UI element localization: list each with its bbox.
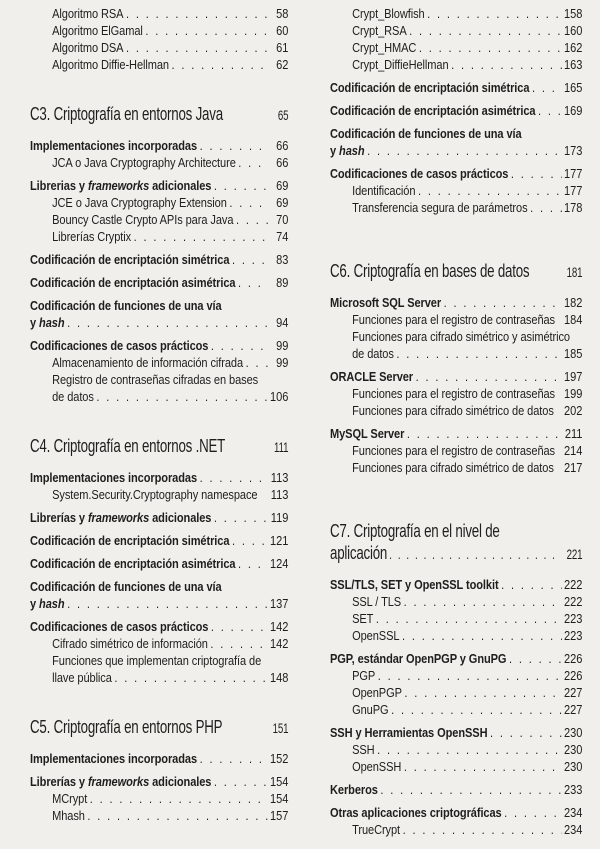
toc-entry — [330, 576, 582, 593]
page-number: 99 — [276, 355, 289, 370]
page-number: 154 — [269, 791, 289, 806]
entry-label: Codificación de encriptación asimétrica — [30, 556, 236, 571]
page-number: 142 — [269, 636, 289, 651]
dot-leader — [413, 368, 562, 385]
page-number: 184 — [564, 312, 583, 327]
toc-entry — [330, 627, 582, 644]
entry-label: Funciones para el registro de contraseñas — [352, 386, 556, 401]
toc-entry — [30, 750, 288, 767]
dot-leader — [197, 469, 268, 486]
toc-entry — [330, 22, 582, 39]
page-number: 230 — [564, 725, 583, 740]
toc-entry — [330, 593, 582, 610]
toc-entry — [30, 5, 288, 22]
dot-leader — [131, 228, 268, 245]
page-number: 222 — [564, 577, 583, 592]
toc-entry — [30, 790, 288, 807]
entry-label: MCrypt — [52, 791, 88, 806]
dot-leader — [65, 595, 268, 612]
toc-entry — [30, 354, 288, 371]
page-number: 65 — [277, 108, 289, 123]
page-number: 119 — [270, 510, 289, 525]
page-number: 230 — [564, 759, 583, 774]
page-number: 148 — [269, 670, 289, 685]
entry-label: SSH y Herramientas OpenSSH — [330, 725, 488, 740]
toc-entry — [30, 509, 288, 526]
page-number: 58 — [276, 6, 289, 21]
page-number: 173 — [564, 143, 583, 158]
dot-leader — [487, 724, 562, 741]
toc-entry — [30, 469, 288, 486]
toc-entry — [30, 555, 288, 572]
page-number: 124 — [269, 556, 289, 571]
entry-label: Funciones para el registro de contraseñas — [352, 443, 556, 458]
toc-entry — [330, 442, 582, 459]
dot-leader — [375, 741, 562, 758]
dot-leader — [211, 509, 268, 526]
dot-leader — [387, 544, 560, 566]
entry-label: PGP — [352, 668, 376, 683]
chapter-title: C5. Criptografía en entornos PHP — [30, 716, 223, 737]
page-number: 74 — [276, 229, 289, 244]
dot-leader — [402, 684, 562, 701]
page-number: 99 — [276, 338, 289, 353]
page-number: 111 — [274, 440, 289, 455]
entry-label: Librerías y frameworks adicionales — [30, 510, 212, 525]
page-number: 137 — [269, 596, 289, 611]
entry-label: SSL / TLS — [352, 594, 402, 609]
dot-leader — [227, 194, 268, 211]
entry-label: y hash — [30, 315, 65, 330]
entry-label: de datos — [52, 389, 94, 404]
chapter-title: C3. Criptografía en entornos Java — [30, 103, 223, 124]
page-number: 151 — [272, 721, 289, 736]
entry-label: Implementaciones incorporadas — [30, 138, 198, 153]
dot-leader — [415, 182, 562, 199]
entry-label: Librerias y frameworks adicionales — [30, 178, 212, 193]
toc-entry — [330, 368, 582, 385]
dot-leader — [235, 274, 268, 291]
entry-label: Kerberos — [330, 782, 378, 797]
page-number: 226 — [564, 668, 583, 683]
page-number: 227 — [564, 685, 583, 700]
entry-label: Codificación de funciones de una vía — [30, 298, 222, 313]
toc-entry — [30, 337, 288, 354]
entry-label: TrueCrypt — [352, 822, 401, 837]
entry-label: MySQL Server — [330, 426, 405, 441]
page-number: 94 — [276, 315, 289, 330]
entry-label: Funciones para cifrado simétrico y asimétrico — [352, 329, 570, 344]
page-number: 169 — [564, 103, 583, 118]
page-number: 113 — [270, 470, 289, 485]
page-number: 182 — [564, 295, 583, 310]
page-number: 89 — [276, 275, 289, 290]
dot-leader — [401, 593, 562, 610]
dot-leader — [236, 154, 268, 171]
entry-label: Bouncy Castle Crypto APIs para Java — [52, 212, 234, 227]
toc-entry — [330, 610, 582, 627]
dot-leader — [197, 137, 268, 154]
entry-label: GnuPG — [352, 702, 389, 717]
page-number: 69 — [276, 178, 289, 193]
toc-chapter — [330, 260, 582, 284]
toc-entry — [30, 274, 288, 291]
toc-entry — [30, 773, 288, 790]
toc-entry — [30, 807, 288, 824]
toc-entry — [30, 39, 288, 56]
toc-entry — [30, 194, 288, 211]
entry-label: OpenPGP — [352, 685, 402, 700]
toc-entry — [330, 402, 582, 419]
entry-label: Identificación — [352, 183, 416, 198]
entry-label: Codificaciones de casos prácticos — [30, 619, 209, 634]
toc-entry — [30, 177, 288, 194]
toc-entry — [330, 39, 582, 56]
dot-leader — [378, 781, 562, 798]
dot-leader — [229, 532, 268, 549]
page-number: 178 — [564, 200, 583, 215]
toc-entry — [330, 724, 582, 741]
dot-leader — [211, 773, 268, 790]
page-number: 61 — [276, 40, 289, 55]
page-number: 121 — [269, 533, 289, 548]
dot-leader — [499, 576, 562, 593]
toc-chapter — [30, 103, 288, 127]
toc-entry — [330, 425, 582, 442]
dot-leader — [208, 337, 268, 354]
toc-entry — [330, 667, 582, 684]
entry-label: Librerías y frameworks adicionales — [30, 774, 212, 789]
entry-label: Cifrado simétrico de información — [52, 636, 208, 651]
page-number: 234 — [564, 822, 583, 837]
page-number: 177 — [564, 166, 583, 181]
toc-entry — [330, 5, 582, 22]
dot-leader — [401, 758, 562, 775]
page-number: 222 — [564, 594, 583, 609]
entry-label: Algoritmo RSA — [52, 6, 124, 21]
page-number: 223 — [564, 628, 583, 643]
toc-entry — [330, 165, 582, 182]
entry-label: SSL/TLS, SET y OpenSSL toolkit — [330, 577, 499, 592]
dot-leader — [449, 56, 563, 73]
entry-label: Crypt_Blowfish — [352, 6, 425, 21]
entry-label: Funciones que implementan criptografía de — [52, 653, 262, 668]
page-number: 160 — [564, 23, 583, 38]
toc-entry — [30, 211, 288, 228]
page-number: 158 — [564, 6, 583, 21]
toc-entry — [330, 459, 582, 476]
page-number: 211 — [564, 426, 583, 441]
page-number: 227 — [564, 702, 583, 717]
dot-leader — [441, 294, 562, 311]
toc-entry — [330, 56, 582, 73]
page-number: 113 — [270, 487, 289, 502]
toc-entry — [330, 650, 582, 667]
toc-chapter — [30, 435, 288, 459]
entry-label: Algoritmo ElGamal — [52, 23, 143, 38]
page-number: 66 — [276, 155, 289, 170]
entry-label: Registro de contraseñas cifradas en bases — [52, 372, 259, 387]
toc-column-right — [330, 5, 582, 838]
entry-label: Almacenamiento de información cifrada — [52, 355, 244, 370]
dot-leader — [404, 425, 562, 442]
dot-leader — [407, 22, 562, 39]
dot-leader — [169, 56, 268, 73]
page-number: 199 — [564, 386, 583, 401]
dot-leader — [235, 555, 268, 572]
toc-column-left — [30, 5, 288, 824]
dot-leader — [123, 5, 268, 22]
dot-leader — [425, 5, 562, 22]
page-number: 162 — [564, 40, 583, 55]
page-number: 221 — [566, 547, 583, 562]
toc-entry — [30, 371, 288, 405]
dot-leader — [208, 635, 268, 652]
chapter-title: C6. Criptografía en bases de datos — [330, 260, 530, 281]
dot-leader — [529, 79, 562, 96]
dot-leader — [87, 790, 268, 807]
toc-entry — [330, 199, 582, 216]
toc-entry — [330, 294, 582, 311]
entry-label: Codificación de encriptación asimétrica — [330, 103, 536, 118]
dot-leader — [416, 39, 562, 56]
dot-leader — [400, 821, 562, 838]
dot-leader — [508, 165, 562, 182]
entry-label: Codificaciones de casos prácticos — [30, 338, 209, 353]
toc-chapter — [330, 520, 582, 566]
entry-label: de datos — [352, 346, 394, 361]
page-number: 142 — [269, 619, 289, 634]
page-number: 83 — [276, 252, 289, 267]
toc-entry — [330, 684, 582, 701]
dot-leader — [528, 199, 563, 216]
entry-label: Funciones para el registro de contraseñas — [352, 312, 556, 327]
page-number: 185 — [564, 346, 583, 361]
toc-entry — [30, 228, 288, 245]
page-number: 154 — [269, 774, 289, 789]
entry-label: Crypt_HMAC — [352, 40, 417, 55]
toc-entry — [30, 22, 288, 39]
dot-leader — [502, 804, 562, 821]
toc-entry — [330, 311, 582, 328]
dot-leader — [535, 102, 562, 119]
dot-leader — [211, 177, 268, 194]
dot-leader — [399, 627, 562, 644]
toc-entry — [330, 328, 582, 362]
page-number: 197 — [564, 369, 583, 384]
chapter-title: C7. Criptografía en el nivel de — [330, 520, 500, 541]
page-number: 62 — [276, 57, 289, 72]
dot-leader — [243, 354, 268, 371]
entry-label: Microsoft SQL Server — [330, 295, 442, 310]
toc-entry — [30, 137, 288, 154]
entry-label: Implementaciones incorporadas — [30, 751, 198, 766]
dot-leader — [229, 251, 268, 268]
entry-label: Codificación de encriptación asimétrica — [30, 275, 236, 290]
entry-label: Codificación de encriptación simétrica — [330, 80, 530, 95]
page-number: 181 — [566, 265, 583, 280]
toc-entry — [30, 56, 288, 73]
page-number: 226 — [564, 651, 583, 666]
dot-leader — [94, 388, 268, 405]
page-number: 214 — [564, 443, 583, 458]
toc-entry — [30, 486, 288, 503]
dot-leader — [112, 669, 268, 686]
dot-leader — [394, 345, 562, 362]
entry-label: Codificación de funciones de una vía — [330, 126, 522, 141]
entry-label: llave pública — [52, 670, 112, 685]
entry-label: JCE o Java Cryptography Extension — [52, 195, 227, 210]
page-number: 60 — [276, 23, 289, 38]
dot-leader — [208, 618, 268, 635]
toc-entry — [30, 297, 288, 331]
entry-label: Codificación de encriptación simétrica — [30, 533, 230, 548]
dot-leader — [65, 314, 268, 331]
toc-entry — [30, 251, 288, 268]
dot-leader — [123, 39, 268, 56]
page-number: 106 — [269, 389, 289, 404]
toc-entry — [330, 182, 582, 199]
entry-label: SET — [352, 611, 374, 626]
toc-entry — [330, 758, 582, 775]
page-number: 230 — [564, 742, 583, 757]
dot-leader — [506, 650, 562, 667]
toc-entry — [30, 635, 288, 652]
entry-label: OpenSSL — [352, 628, 400, 643]
toc-entry — [30, 578, 288, 612]
chapter-title: aplicación — [330, 542, 388, 563]
entry-label: JCA o Java Cryptography Architecture — [52, 155, 236, 170]
page-number: 202 — [564, 403, 583, 418]
page-number: 70 — [276, 212, 289, 227]
entry-label: Funciones para cifrado simétrico de datos — [352, 460, 554, 475]
entry-label: System.Security.Cryptography namespace — [52, 487, 258, 502]
toc-entry — [30, 532, 288, 549]
page-number: 165 — [564, 80, 583, 95]
page-number: 163 — [564, 57, 583, 72]
page-number: 66 — [276, 138, 289, 153]
toc-entry — [330, 102, 582, 119]
entry-label: Mhash — [52, 808, 85, 823]
page-number: 152 — [269, 751, 289, 766]
dot-leader — [389, 701, 563, 718]
entry-label: OpenSSH — [352, 759, 402, 774]
entry-label: ORACLE Server — [330, 369, 414, 384]
toc-entry — [330, 741, 582, 758]
entry-label: y hash — [330, 143, 365, 158]
entry-label: Codificación de encriptación simétrica — [30, 252, 230, 267]
dot-leader — [375, 667, 562, 684]
toc-entry — [30, 618, 288, 635]
toc-entry — [30, 652, 288, 686]
dot-leader — [85, 807, 268, 824]
toc-entry — [330, 781, 582, 798]
toc-entry — [330, 79, 582, 96]
entry-label: Otras aplicaciones criptográficas — [330, 805, 502, 820]
toc-entry — [330, 821, 582, 838]
page-number: 69 — [276, 195, 289, 210]
page-number: 234 — [564, 805, 583, 820]
entry-label: Codificación de funciones de una vía — [30, 579, 222, 594]
dot-leader — [365, 142, 563, 159]
entry-label: Transferencia segura de parámetros — [352, 200, 528, 215]
entry-label: SSH — [352, 742, 375, 757]
entry-label: Funciones para cifrado simétrico de datos — [352, 403, 554, 418]
page-number: 223 — [564, 611, 583, 626]
entry-label: y hash — [30, 596, 65, 611]
dot-leader — [143, 22, 268, 39]
toc-entry — [330, 125, 582, 159]
toc-entry — [30, 154, 288, 171]
toc-entry — [330, 385, 582, 402]
toc-entry — [330, 701, 582, 718]
dot-leader — [197, 750, 268, 767]
toc-entry — [330, 804, 582, 821]
toc-chapter — [30, 716, 288, 740]
entry-label: Crypt_RSA — [352, 23, 407, 38]
page-number: 157 — [269, 808, 289, 823]
entry-label: PGP, estándar OpenPGP y GnuPG — [330, 651, 507, 666]
entry-label: Implementaciones incorporadas — [30, 470, 198, 485]
page-number: 233 — [564, 782, 583, 797]
entry-label: Algoritmo Diffie-Hellman — [52, 57, 169, 72]
page-number: 177 — [564, 183, 583, 198]
page-number: 217 — [564, 460, 583, 475]
chapter-title: C4. Criptografía en entornos .NET — [30, 435, 226, 456]
entry-label: Crypt_DiffieHellman — [352, 57, 449, 72]
entry-label: Librerías Cryptix — [52, 229, 132, 244]
dot-leader — [233, 211, 268, 228]
entry-label: Algoritmo DSA — [52, 40, 124, 55]
entry-label: Codificaciones de casos prácticos — [330, 166, 509, 181]
dot-leader — [373, 610, 562, 627]
